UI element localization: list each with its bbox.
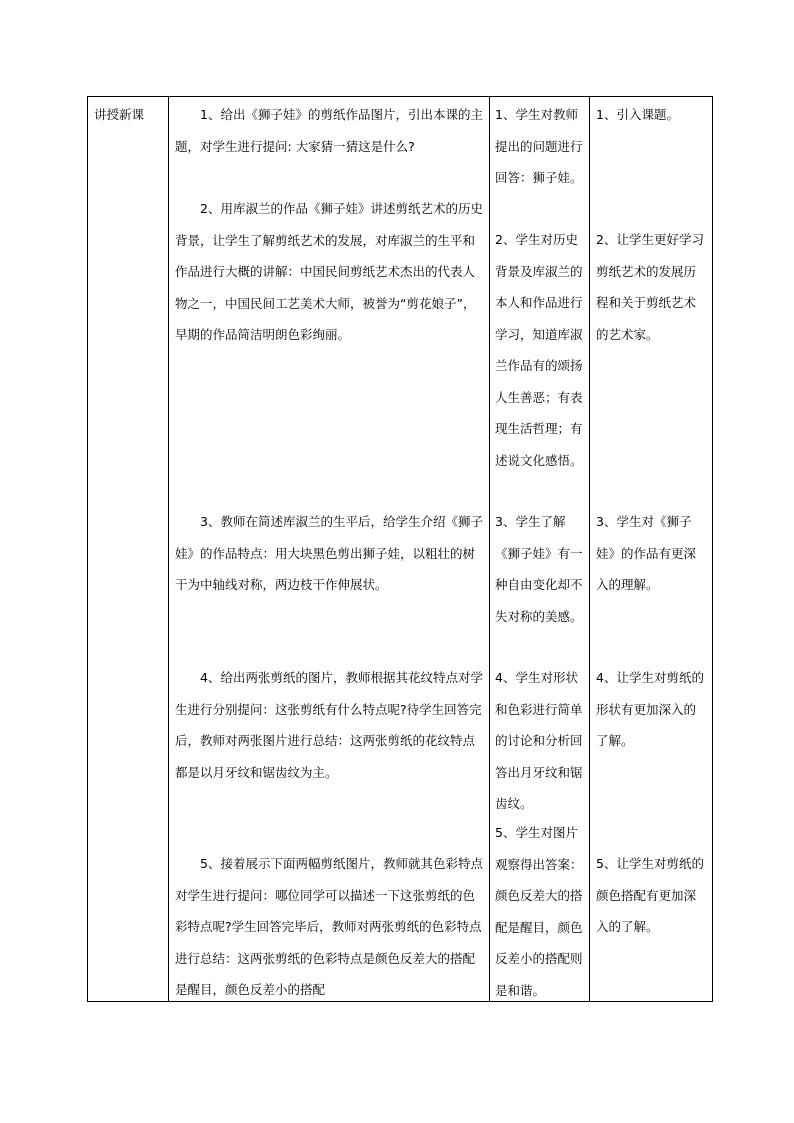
teacher-activity-cell xyxy=(169,97,490,1002)
design-intent-cell xyxy=(590,97,713,1002)
lesson-plan-table xyxy=(87,96,713,1002)
teacher-activity-2: 2、用库淑兰的作品《狮子娃》讲述剪纸艺术的历史背景，让学生了解剪纸艺术的发展，对库淑兰的生平和作品进行大概的讲解：中国民间剪纸艺术杰出的代表人物之一，中国民间工艺美术大师，被誉为“剪花娘子”，早期的作品简洁明朗色彩绚丽。 xyxy=(175,201,483,342)
design-intent-2: 2、让学生更好学习剪纸艺术的发展历程和关于剪纸艺术的艺术家。 xyxy=(596,232,704,342)
teacher-activity-1: 1、给出《狮子娃》的剪纸作品图片，引出本课的主题，对学生进行提问: 大家猜一猜这是什么? xyxy=(175,107,483,154)
student-activity-3: 3、学生了解《狮子娃》有一种自由变化却不失对称的美感。 xyxy=(495,514,583,624)
design-intent-3: 3、学生对《狮子娃》的作品有更深入的理解。 xyxy=(596,514,697,592)
teacher-activity-3: 3、教师在简述库淑兰的生平后，给学生介绍《狮子娃》的作品特点：用大块黑色剪出狮子娃，以粗壮的树干为中轴线对称，两边枝干作伸展状。 xyxy=(175,514,483,592)
teacher-activity-4: 4、给出两张剪纸的图片，教师根据其花纹特点对学生进行分别提问：这张剪纸有什么特点呢?待学生回答完后，教师对两张图片进行总结：这两张剪纸的花纹特点都是以月牙纹和锯齿纹为主。 xyxy=(175,670,483,780)
section-label: 讲授新课 xyxy=(94,107,145,122)
teacher-activity-5: 5、接着展示下面两幅剪纸图片，教师就其色彩特点对学生进行提问：哪位同学可以描述一下这张剪纸的色彩特点呢?学生回答完毕后，教师对两张剪纸的色彩特点进行总结：这两张剪纸的色彩特点是颜色反差大的搭配是醒目，颜色反差小的搭配 xyxy=(175,856,483,997)
student-activity-4: 4、学生对形状和色彩进行简单的讨论和分析回答出月牙纹和锯齿纹。 xyxy=(495,670,583,811)
section-cell xyxy=(88,97,169,1002)
student-activity-1: 1、学生对教师提出的问题进行回答：狮子娃。 xyxy=(495,107,583,185)
design-intent-5: 5、让学生对剪纸的颜色搭配有更加深入的了解。 xyxy=(596,856,704,934)
design-intent-1: 1、引入课题。 xyxy=(596,107,679,122)
student-activity-2: 2、学生对历史背景及库淑兰的本人和作品进行学习，知道库淑兰作品有的颂扬人生善恶；有表现生活哲理；有述说文化感悟。 xyxy=(495,232,583,468)
student-activity-cell xyxy=(490,97,590,1002)
table-row xyxy=(88,97,713,1002)
design-intent-4: 4、让学生对剪纸的形状有更加深入的了解。 xyxy=(596,670,704,748)
student-activity-5: 5、学生对图片观察得出答案：颜色反差大的搭配是醒目，颜色反差小的搭配则是和谐。 xyxy=(495,825,583,998)
